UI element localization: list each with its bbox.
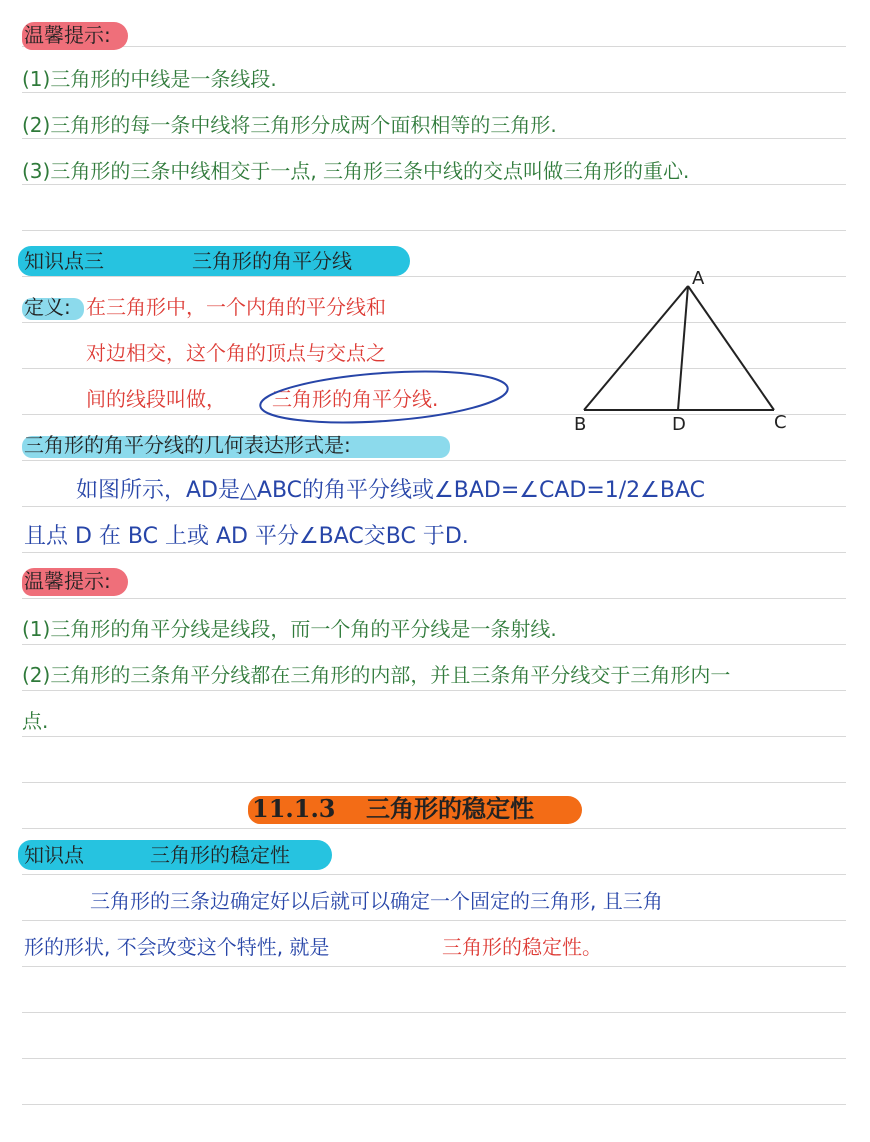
geo-line-2: 且点 D 在 BC 上或 AD 平分∠BAC交BC 于D. [24,524,469,549]
term-circle [256,368,516,426]
vertex-a-label: A [692,268,705,289]
kp4-term: 三角形的稳定性。 [442,935,602,959]
geo-label: 三角形的角平分线的几何表达形式是: [24,433,351,457]
point-d-label: D [672,414,686,435]
kp4-title: 知识点 [24,843,84,867]
kp4-line-1: 三角形的三条边确定好以后就可以确定一个固定的三角形, 且三角 [90,889,663,913]
tip1-label: 温馨提示: [24,23,111,47]
bisector-ad [678,286,688,410]
definition-line-2: 对边相交，这个角的顶点与交点之 [86,341,386,365]
tip2-item-3: 点. [22,709,49,733]
definition-label: 定义: [24,295,71,319]
side-ab [584,286,688,410]
vertex-c-label: C [774,412,787,433]
section-number: 11.1.3 [252,794,336,823]
tip1-item-1: (1)三角形的中线是一条线段. [22,67,277,91]
side-ac [688,286,774,410]
kp4-line-2: 形的形状, 不会改变这个特性, 就是 [24,935,330,959]
definition-line-1: 在三角形中，一个内角的平分线和 [86,295,386,319]
definition-line-3: 间的线段叫做， [86,387,226,411]
section-title: 三角形的稳定性 [366,794,534,823]
kp3-subtitle: 三角形的角平分线 [192,249,352,273]
tip2-item-1: (1)三角形的角平分线是线段，而一个角的平分线是一条射线. [22,617,557,641]
tip2-label: 温馨提示: [24,569,111,593]
definition-term: 三角形的角平分线. [272,387,439,411]
vertex-b-label: B [574,414,587,435]
triangle-figure [560,258,800,438]
tip2-item-2: (2)三角形的三条角平分线都在三角形的内部，并且三条角平分线交于三角形内一 [22,663,731,687]
kp4-subtitle: 三角形的稳定性 [150,843,290,867]
kp3-title: 知识点三 [24,249,104,273]
tip1-item-3: (3)三角形的三条中线相交于一点, 三角形三条中线的交点叫做三角形的重心. [22,159,690,183]
tip1-item-2: (2)三角形的每一条中线将三角形分成两个面积相等的三角形. [22,113,557,137]
geo-line-1: 如图所示，AD是△ABC的角平分线或∠BAD=∠CAD=1/2∠BAC [76,478,706,503]
